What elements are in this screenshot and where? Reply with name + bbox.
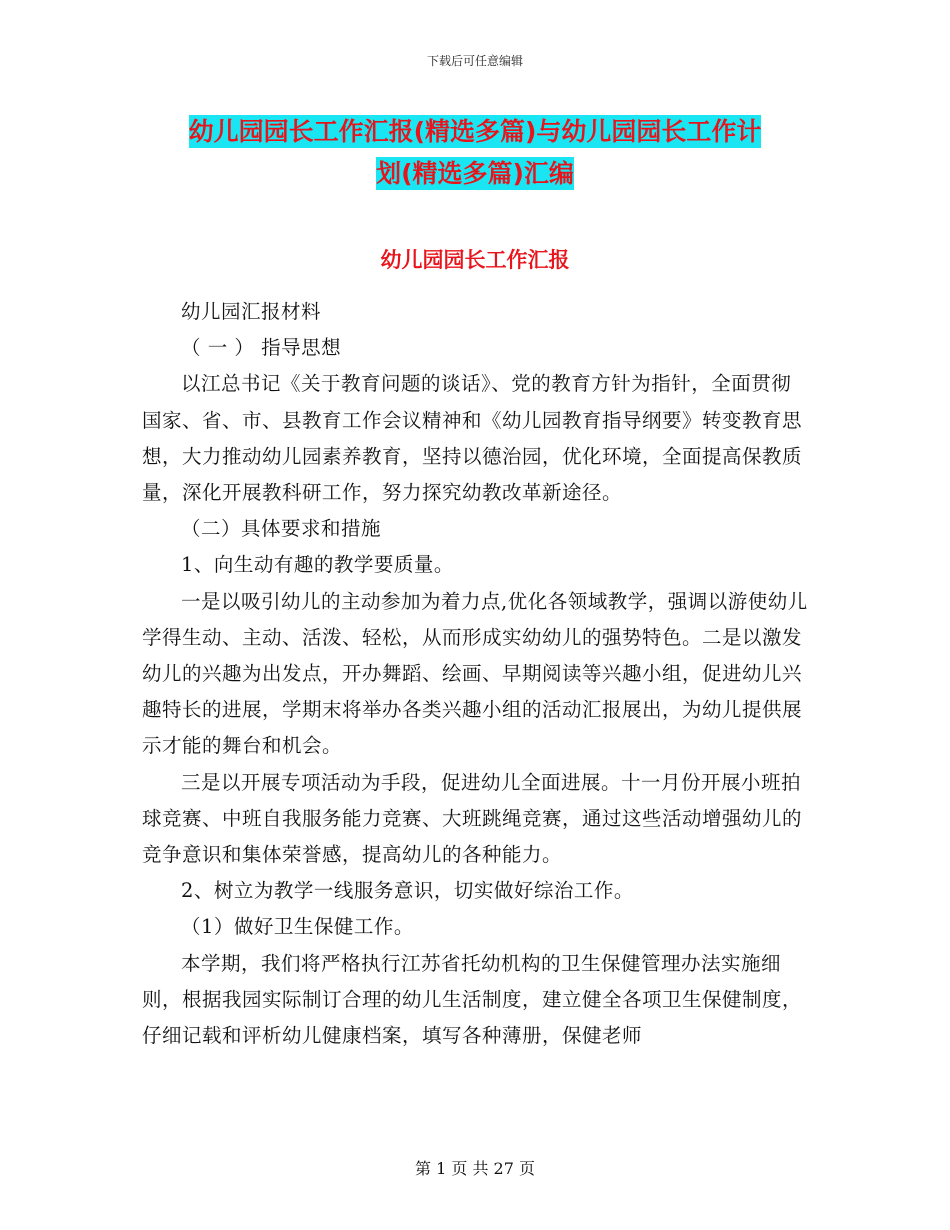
paragraph-item-2: 2、树立为教学一线服务意识，切实做好综治工作。	[181, 879, 634, 903]
paragraph: 本学期，我们将严格执行江苏省托幼机构的卫生保健管理办法实施细则，根据我园实际制订合理的幼儿生活制度，建立健全各项卫生保健制度，仔细记载和评析幼儿健康档案，填写各种薄册，保健老师	[142, 951, 803, 1048]
paragraph-item-1: 1、向生动有趣的教学要质量。	[181, 553, 454, 577]
paragraph-heading: 幼儿园汇报材料	[181, 300, 322, 323]
paragraph: 三是以开展专项活动为手段，促进幼儿全面进展。十一月份开展小班拍球竞赛、中班自我服务能力竞赛、大班跳绳竞赛，通过这些活动增强幼儿的竞争意识和集体荣誉感，提高幼儿的各种能力。	[142, 770, 803, 867]
title-highlight-2: 划(精选多篇)汇编	[376, 159, 574, 188]
section-title: 幼儿园园长工作汇报	[380, 248, 570, 272]
page-footer: 第 1 页 共 27 页	[415, 1159, 535, 1178]
paragraph-subitem-1: （1）做好卫生保健工作。	[181, 915, 414, 939]
document-title-line-2	[140, 150, 810, 198]
document-body	[142, 294, 808, 1054]
document-title-line-1	[140, 108, 810, 156]
title-highlight-1: 幼儿园园长工作汇报(精选多篇)与幼儿园园长工作计	[188, 117, 762, 146]
paragraph-section-2: （二）具体要求和措施	[181, 517, 382, 541]
paragraph-section-1: （ 一 ） 指导思想	[181, 336, 342, 360]
paragraph: 一是以吸引幼儿的主动参加为着力点,优化各领域教学，强调以游使幼儿学得生动、主动、活泼、轻松，从而形成实幼幼儿的强势特色。二是以激发幼儿的兴趣为出发点，开办舞蹈、绘画、早期阅读等兴趣小组，促进幼儿兴趣特长的进展，学期末将举办各类兴趣小组的活动汇报展出，为幼儿提供展示才能的舞台和机会。	[142, 589, 808, 758]
page-header: 下载后可任意编辑	[426, 54, 523, 68]
paragraph: 以江总书记《关于教育问题的谈话》、党的教育方针为指针，全面贯彻国家、省、市、县教育工作会议精神和《幼儿园教育指导纲要》转变教育思想，大力推动幼儿园素养教育，坚持以德治园，优化环境，全面提高保教质量，深化开展教科研工作，努力探究幼教改革新途径。	[142, 372, 803, 505]
